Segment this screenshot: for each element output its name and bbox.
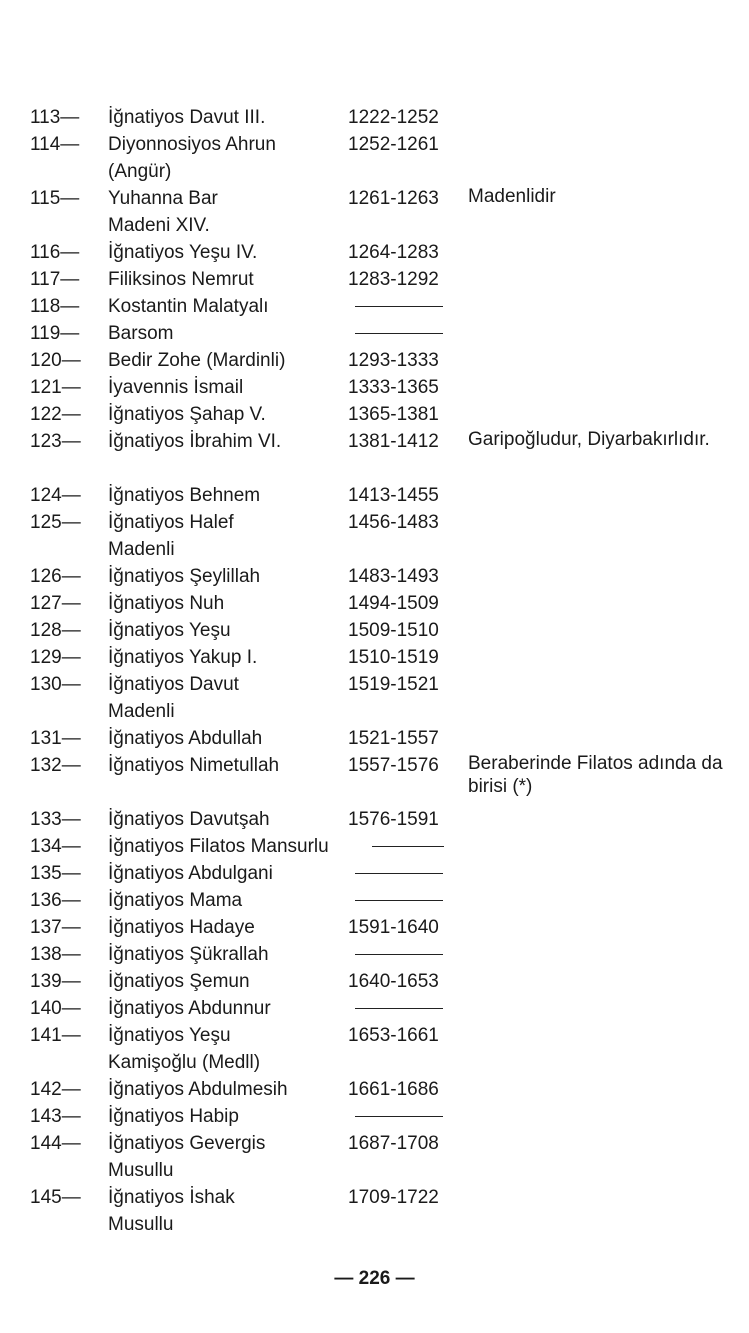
entry-number: 117— bbox=[30, 269, 80, 290]
entry-years: 1519-1521 bbox=[348, 674, 439, 695]
entry-years: 1640-1653 bbox=[348, 971, 439, 992]
entry-number: 133— bbox=[30, 809, 81, 830]
entry-name: Madeni XIV. bbox=[108, 215, 210, 236]
entry-number: 138— bbox=[30, 944, 81, 965]
entry-number: 122— bbox=[30, 404, 81, 425]
list-item bbox=[30, 833, 749, 860]
entry-number: 121— bbox=[30, 377, 81, 398]
entry-name: İğnatiyos Davut III. bbox=[108, 107, 266, 128]
list-item bbox=[30, 509, 749, 536]
list-item bbox=[30, 1049, 749, 1076]
entry-name: İğnatiyos Gevergis bbox=[108, 1133, 266, 1154]
entry-name: İyavennis İsmail bbox=[108, 377, 244, 398]
entry-name: İğnatiyos Halef bbox=[108, 512, 234, 533]
list-item bbox=[30, 725, 749, 752]
list-item bbox=[30, 914, 749, 941]
date-unknown-dash bbox=[355, 306, 443, 307]
entry-name: Filiksinos Nemrut bbox=[108, 269, 254, 290]
list-item bbox=[30, 536, 749, 563]
entry-name: (Angür) bbox=[108, 161, 172, 182]
entry-name: İğnatiyos Yeşu IV. bbox=[108, 242, 258, 263]
list-item bbox=[30, 644, 749, 671]
list-item bbox=[30, 1157, 749, 1184]
date-unknown-dash bbox=[355, 1008, 443, 1009]
list-item bbox=[30, 212, 749, 239]
entry-years: 1510-1519 bbox=[348, 647, 439, 668]
entry-name: İğnatiyos İbrahim VI. bbox=[108, 431, 282, 452]
entry-name: İğnatiyos Filatos Mansurlu bbox=[108, 836, 329, 857]
entry-years: 1222-1252 bbox=[348, 107, 439, 128]
date-unknown-dash bbox=[355, 900, 443, 901]
entry-number: 142— bbox=[30, 1079, 81, 1100]
entry-years: 1509-1510 bbox=[348, 620, 439, 641]
entry-number: 124— bbox=[30, 485, 81, 506]
list-item bbox=[30, 239, 749, 266]
entry-name: Musullu bbox=[108, 1214, 174, 1235]
entry-name: İğnatiyos Abdunnur bbox=[108, 998, 271, 1019]
entry-name: İğnatiyos Abdulmesih bbox=[108, 1079, 288, 1100]
entry-years: 1413-1455 bbox=[348, 485, 439, 506]
entry-years: 1483-1493 bbox=[348, 566, 439, 587]
entry-number: 120— bbox=[30, 350, 81, 371]
entry-number: 128— bbox=[30, 620, 81, 641]
list-item bbox=[30, 482, 749, 509]
entry-number: 130— bbox=[30, 674, 81, 695]
entry-name: Musullu bbox=[108, 1160, 174, 1181]
entry-name: İğnatiyos Habip bbox=[108, 1106, 239, 1127]
entry-name: İğnatiyos Yakup I. bbox=[108, 647, 258, 668]
list-item bbox=[30, 752, 749, 797]
entry-number: 141— bbox=[30, 1025, 81, 1046]
entry-years: 1381-1412 bbox=[348, 431, 439, 452]
page-number: — 226 — bbox=[334, 1268, 415, 1289]
entry-years: 1576-1591 bbox=[348, 809, 439, 830]
list-item bbox=[30, 860, 749, 887]
entry-number: 115— bbox=[30, 188, 80, 209]
entry-name: İğnatiyos Abdulgani bbox=[108, 863, 273, 884]
list-item bbox=[30, 1076, 749, 1103]
entry-note: Beraberinde Filatos adında da birisi (*) bbox=[468, 753, 723, 797]
list-item bbox=[30, 293, 749, 320]
list-item bbox=[30, 698, 749, 725]
entry-number: 123— bbox=[30, 431, 81, 452]
entry-years: 1494-1509 bbox=[348, 593, 439, 614]
list-item bbox=[30, 131, 749, 158]
entry-name: İğnatiyos Yeşu bbox=[108, 1025, 231, 1046]
entry-name: İğnatiyos Şeylillah bbox=[108, 566, 261, 587]
list-item bbox=[30, 1022, 749, 1049]
entry-years: 1261-1263 bbox=[348, 188, 439, 209]
entry-name: Madenli bbox=[108, 701, 175, 722]
entry-years: 1365-1381 bbox=[348, 404, 439, 425]
entry-number: 139— bbox=[30, 971, 81, 992]
list-item bbox=[30, 347, 749, 374]
entry-name: İğnatiyos Davut bbox=[108, 674, 239, 695]
list-item bbox=[30, 968, 749, 995]
entry-years: 1653-1661 bbox=[348, 1025, 439, 1046]
list-item bbox=[30, 428, 749, 455]
entry-number: 135— bbox=[30, 863, 81, 884]
entry-years: 1264-1283 bbox=[348, 242, 439, 263]
entry-note: Madenlidir bbox=[468, 186, 556, 207]
entry-name: İğnatiyos Nimetullah bbox=[108, 755, 280, 776]
entry-name: İğnatiyos Şemun bbox=[108, 971, 250, 992]
list-item bbox=[30, 401, 749, 428]
entry-years: 1687-1708 bbox=[348, 1133, 439, 1154]
entry-name: İğnatiyos İshak bbox=[108, 1187, 235, 1208]
entry-years: 1456-1483 bbox=[348, 512, 439, 533]
entry-name: Yuhanna Bar bbox=[108, 188, 218, 209]
list-item bbox=[30, 806, 749, 833]
entry-name: İğnatiyos Şükrallah bbox=[108, 944, 269, 965]
entry-number: 140— bbox=[30, 998, 81, 1019]
date-unknown-dash bbox=[355, 954, 443, 955]
date-unknown-dash bbox=[372, 846, 444, 847]
entry-years: 1252-1261 bbox=[348, 134, 439, 155]
entry-years: 1661-1686 bbox=[348, 1079, 439, 1100]
patriarch-list bbox=[30, 104, 749, 1238]
entry-name: Madenli bbox=[108, 539, 175, 560]
list-item bbox=[30, 1184, 749, 1211]
entry-number: 144— bbox=[30, 1133, 81, 1154]
date-unknown-dash bbox=[355, 333, 443, 334]
entry-years: 1283-1292 bbox=[348, 269, 439, 290]
date-unknown-dash bbox=[355, 873, 443, 874]
entry-number: 132— bbox=[30, 755, 81, 776]
entry-number: 136— bbox=[30, 890, 81, 911]
entry-number: 125— bbox=[30, 512, 81, 533]
entry-number: 134— bbox=[30, 836, 81, 857]
list-item bbox=[30, 1211, 749, 1238]
entry-name: İğnatiyos Abdullah bbox=[108, 728, 263, 749]
entry-name: İğnatiyos Yeşu bbox=[108, 620, 231, 641]
entry-name: Diyonnosiyos Ahrun bbox=[108, 134, 276, 155]
list-item bbox=[30, 1103, 749, 1130]
list-item bbox=[30, 158, 749, 185]
entry-years: 1557-1576 bbox=[348, 755, 439, 776]
entry-name: İğnatiyos Mama bbox=[108, 890, 243, 911]
entry-name: Kamişoğlu (Medll) bbox=[108, 1052, 261, 1073]
list-item bbox=[30, 590, 749, 617]
entry-number: 113— bbox=[30, 107, 80, 128]
list-item bbox=[30, 104, 749, 131]
list-item bbox=[30, 617, 749, 644]
list-item bbox=[30, 671, 749, 698]
list-item bbox=[30, 185, 749, 212]
list-item bbox=[30, 1130, 749, 1157]
entry-number: 114— bbox=[30, 134, 80, 155]
entry-number: 126— bbox=[30, 566, 81, 587]
list-item bbox=[30, 941, 749, 968]
entry-years: 1521-1557 bbox=[348, 728, 439, 749]
entry-number: 119— bbox=[30, 323, 80, 344]
entry-years: 1591-1640 bbox=[348, 917, 439, 938]
entry-name: Barsom bbox=[108, 323, 174, 344]
list-item bbox=[30, 266, 749, 293]
entry-name: İğnatiyos Şahap V. bbox=[108, 404, 266, 425]
list-item bbox=[30, 374, 749, 401]
list-item bbox=[30, 779, 749, 806]
entry-name: Kostantin Malatyalı bbox=[108, 296, 269, 317]
entry-number: 143— bbox=[30, 1106, 81, 1127]
list-item bbox=[30, 887, 749, 914]
entry-number: 137— bbox=[30, 917, 81, 938]
entry-number: 129— bbox=[30, 647, 81, 668]
entry-years: 1333-1365 bbox=[348, 377, 439, 398]
entry-years: 1293-1333 bbox=[348, 350, 439, 371]
entry-number: 145— bbox=[30, 1187, 81, 1208]
entry-number: 116— bbox=[30, 242, 80, 263]
entry-name: İğnatiyos Behnem bbox=[108, 485, 261, 506]
entry-years: 1709-1722 bbox=[348, 1187, 439, 1208]
entry-note: Garipoğludur, Diyarbakırlıdır. bbox=[468, 429, 710, 450]
date-unknown-dash bbox=[355, 1116, 443, 1117]
entry-number: 131— bbox=[30, 728, 81, 749]
list-item bbox=[30, 455, 749, 482]
list-item bbox=[30, 563, 749, 590]
entry-name: İğnatiyos Davutşah bbox=[108, 809, 270, 830]
list-item bbox=[30, 320, 749, 347]
list-item bbox=[30, 995, 749, 1022]
entry-number: 118— bbox=[30, 296, 80, 317]
entry-name: Bedir Zohe (Mardinli) bbox=[108, 350, 286, 371]
entry-name: İğnatiyos Nuh bbox=[108, 593, 225, 614]
entry-name: İğnatiyos Hadaye bbox=[108, 917, 255, 938]
entry-number: 127— bbox=[30, 593, 81, 614]
